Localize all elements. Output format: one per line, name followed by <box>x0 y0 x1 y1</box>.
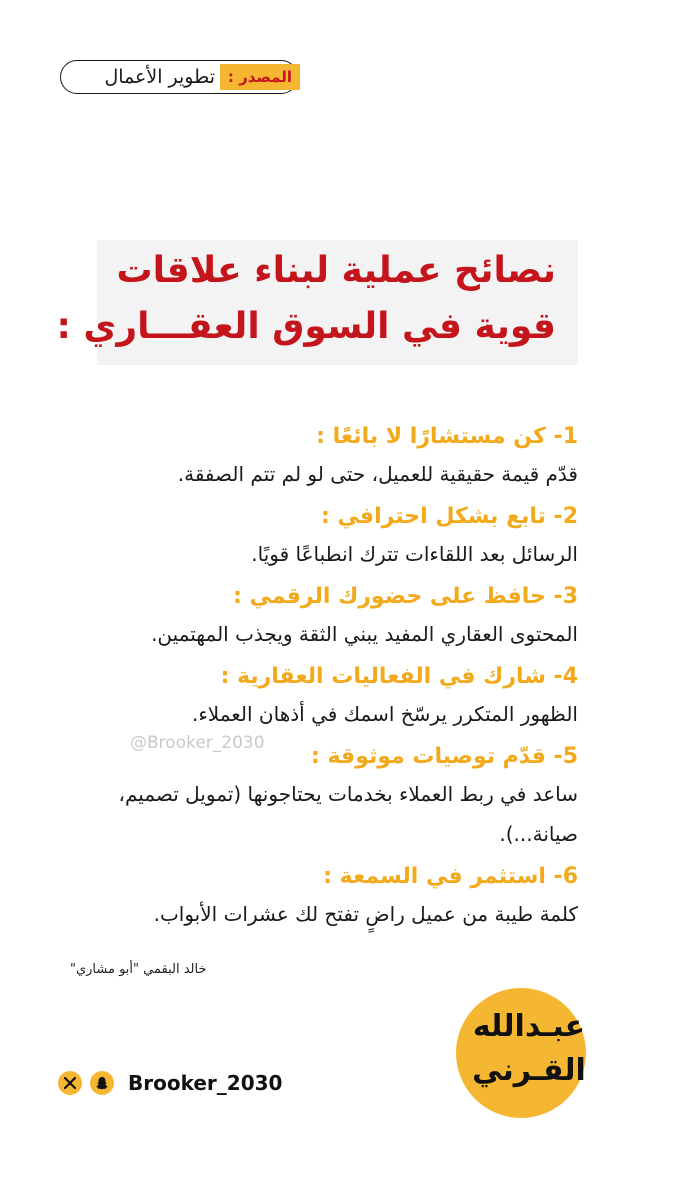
tip-item <box>78 660 578 734</box>
tip-heading: 3- حافظ على حضورك الرقمي : <box>233 584 578 609</box>
tip-item <box>78 860 578 934</box>
snapchat-icon[interactable] <box>90 1071 114 1095</box>
source-label: المصدر : <box>220 64 300 90</box>
tips-list <box>78 420 578 940</box>
logo-line-1: عبـدالله <box>472 1009 586 1044</box>
tip-item <box>78 500 578 574</box>
tip-body: ساعد في ربط العملاء بخدمات يحتاجونها (تمويل تصميم، صيانة...). <box>118 782 578 846</box>
watermark: @Brooker_2030 <box>130 733 265 753</box>
tip-heading: 5- قدّم توصيات موثوقة : <box>311 744 578 769</box>
tip-item <box>78 580 578 654</box>
source-pill <box>60 60 298 94</box>
tip-body: قدّم قيمة حقيقية للعميل، حتى لو لم تتم الصفقة. <box>177 462 578 486</box>
x-icon[interactable] <box>58 1071 82 1095</box>
tip-heading: 1- كن مستشارًا لا بائعًا : <box>316 424 578 449</box>
tip-body: المحتوى العقاري المفيد يبني الثقة ويجذب المهتمين. <box>151 622 578 646</box>
social-handle[interactable]: Brooker_2030 <box>128 1071 283 1095</box>
tip-heading: 4- شارك في الفعاليات العقارية : <box>220 664 578 689</box>
tip-body: كلمة طيبة من عميل راضٍ تفتح لك عشرات الأبواب. <box>153 902 578 926</box>
title-line-2: قوية في السوق العقـــاري : <box>56 306 556 347</box>
logo <box>444 1005 614 1093</box>
tip-heading: 6- استثمر في السمعة : <box>323 864 578 889</box>
tip-heading: 2- تابع بشكل احترافي : <box>320 504 578 529</box>
tip-item <box>78 420 578 494</box>
source-value: تطوير الأعمال <box>104 66 215 88</box>
tip-body: الظهور المتكرر يرسّخ اسمك في أذهان العملاء. <box>192 702 578 726</box>
logo-line-2: القـرني <box>472 1053 586 1088</box>
tip-item <box>78 740 578 854</box>
title-line-1: نصائح عملية لبناء علاقات <box>116 250 556 291</box>
author-credit: خالد البقمي "أبو مشاري" <box>70 962 207 977</box>
tip-body: الرسائل بعد اللقاءات تترك انطباعًا قويًا. <box>251 542 578 566</box>
title-box <box>56 240 578 365</box>
